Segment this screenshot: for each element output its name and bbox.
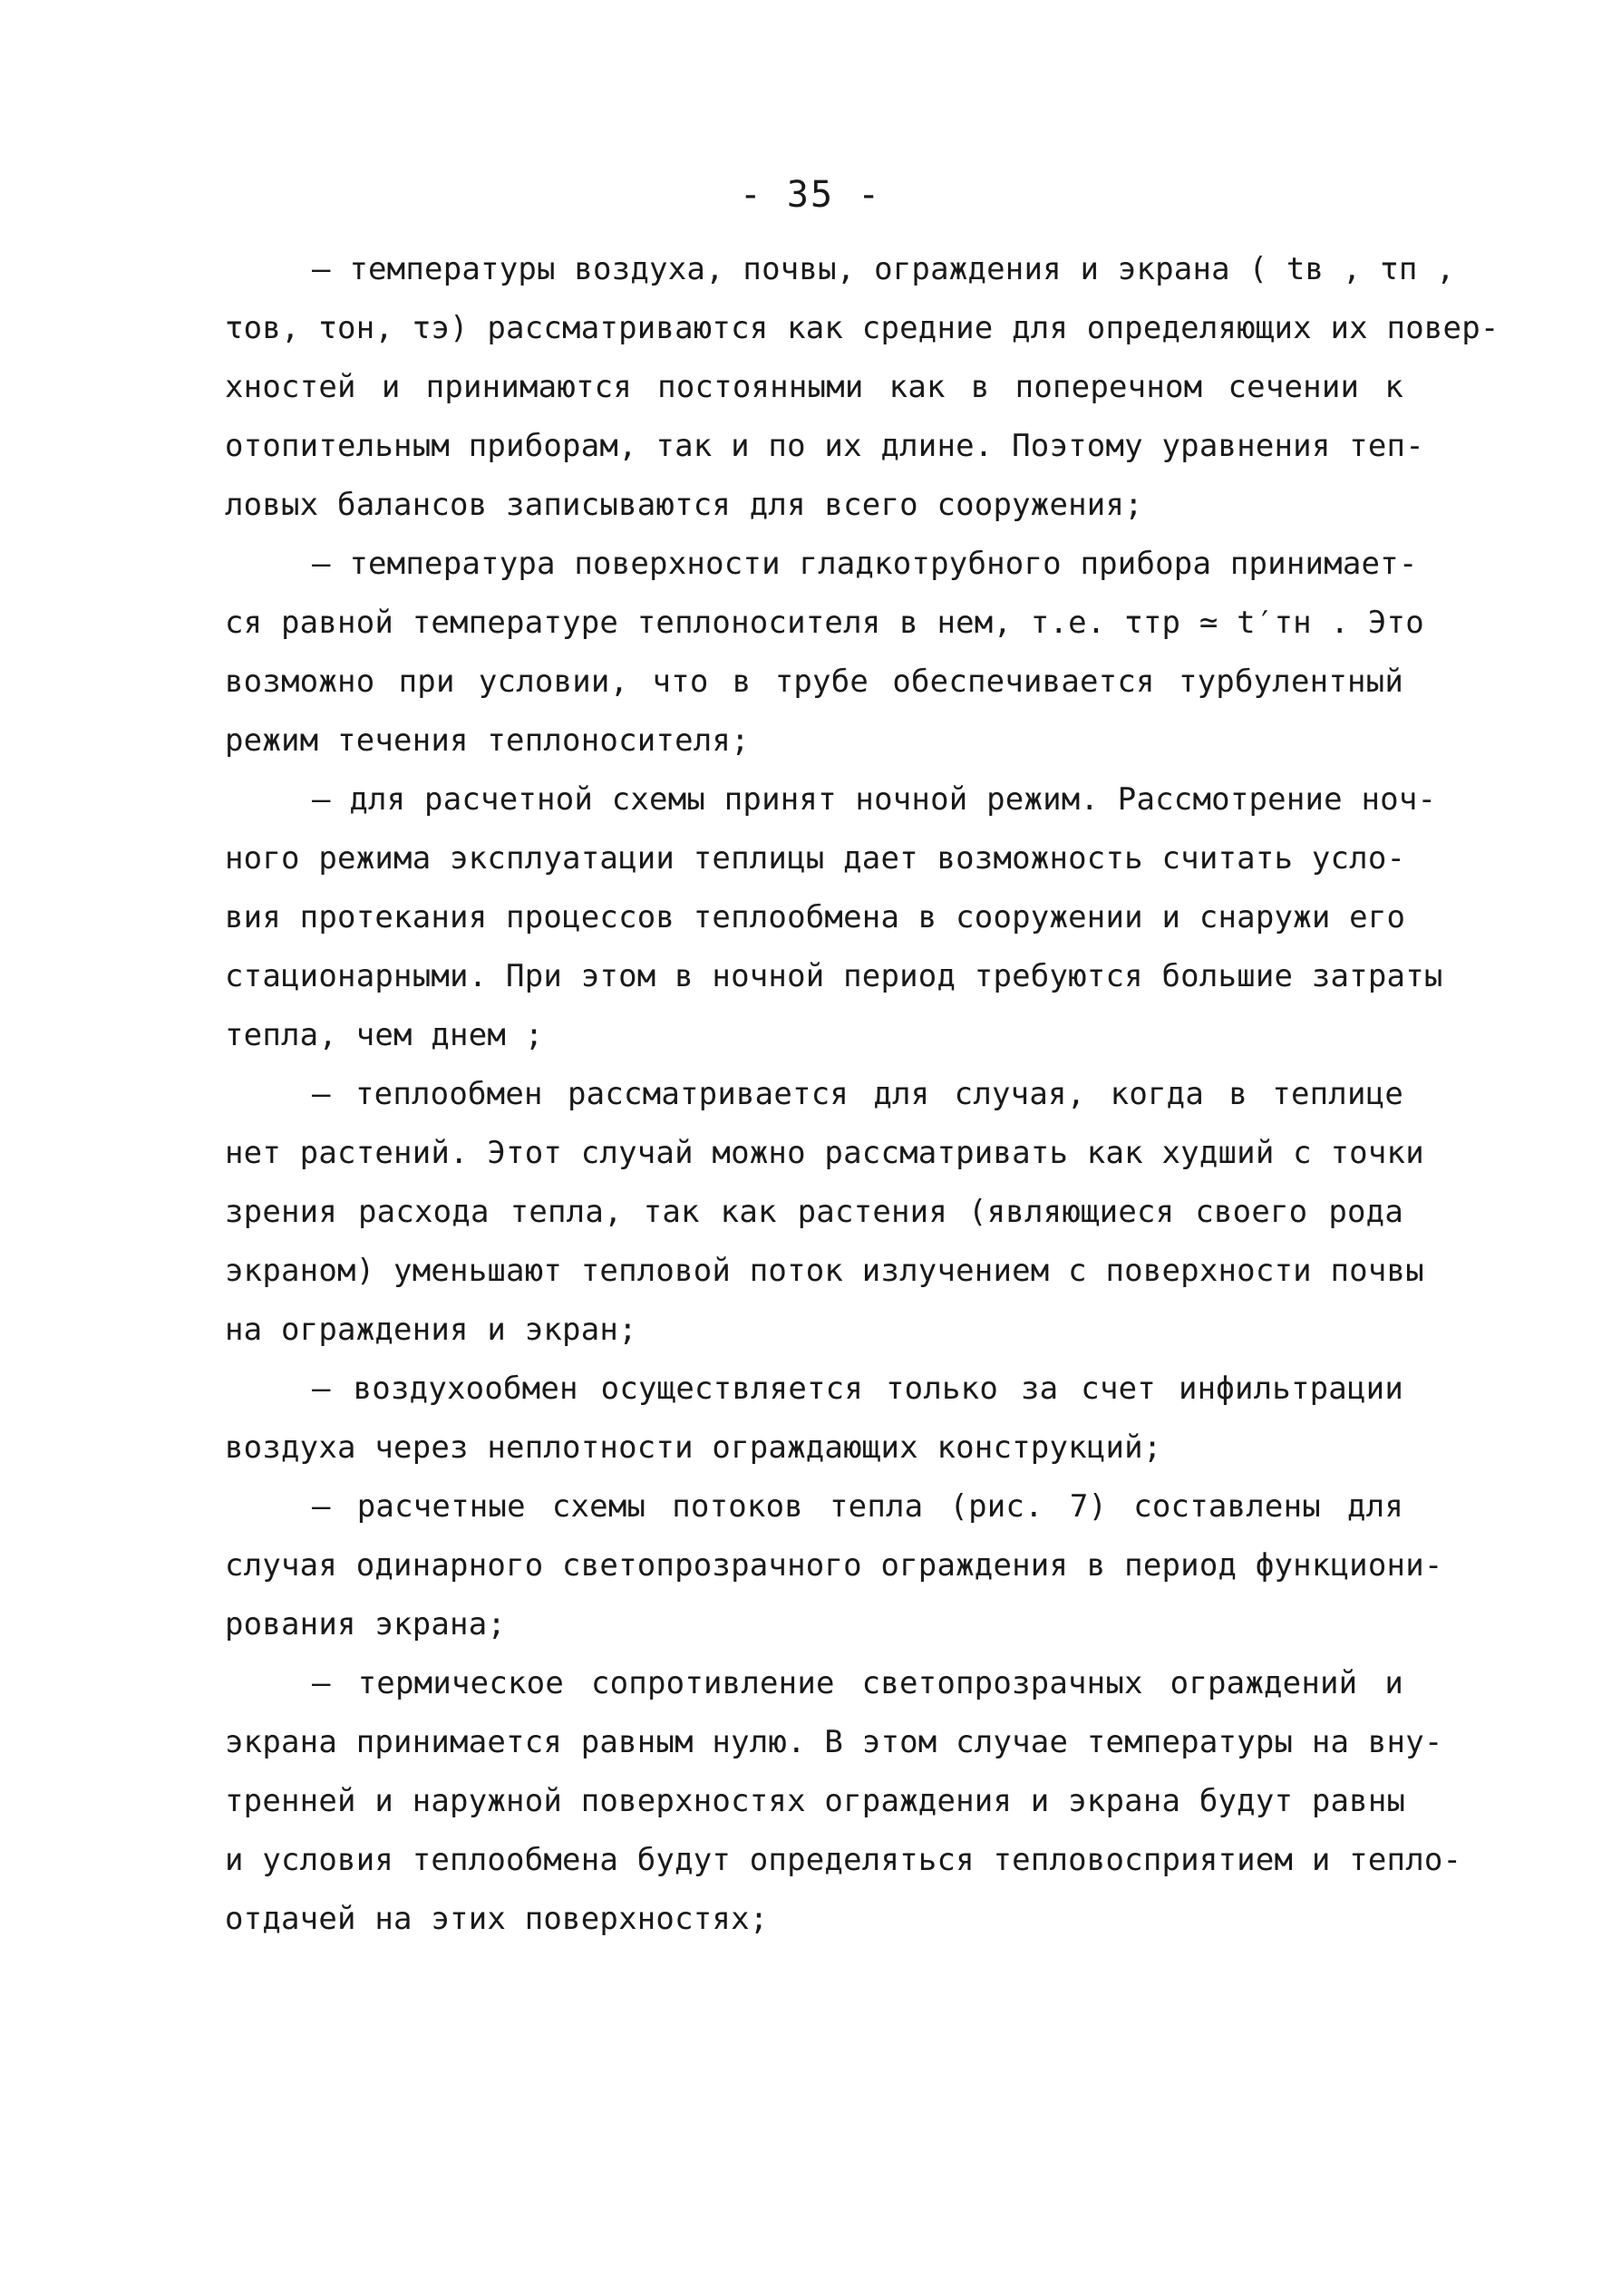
text-line: отдачей на этих поверхностях; [225,1901,769,1937]
text-line: на ограждения и экран; [225,1312,637,1348]
text-line: – термическое сопротивление светопрозрачных ограждений и [312,1665,1403,1701]
text-line: случая одинарного светопрозрачного ограждения в период функциони- [225,1547,1443,1584]
text-line: тренней и наружной поверхностях ограждения и экрана будут равны [225,1783,1406,1819]
text-line: возможно при условии, что в трубе обеспечивается турбулентный [225,664,1403,700]
text-line: зрения расхода тепла, так как растения (являющиеся своего рода [225,1194,1403,1230]
text-line: – температура поверхности гладкотрубного прибора принимает- [312,546,1418,582]
text-line: тепла, чем днем ; [225,1017,544,1053]
page-number: - 35 - [739,174,882,216]
text-line: – для расчетной схемы принят ночной режим. Рассмотрение ноч- [312,781,1437,818]
text-line: вия протекания процессов теплообмена в сооружении и снаружи его [225,899,1406,935]
text-line: ловых балансов записываются для всего сооружения; [225,487,1143,523]
text-line: рования экрана; [225,1606,507,1642]
text-line: нет растений. Этот случай можно рассматривать как худший с точки [225,1135,1424,1171]
text-line: ного режима эксплуатации теплицы дает возможность считать усло- [225,840,1406,877]
text-line: экрана принимается равным нулю. В этом случае температуры на вну- [225,1724,1443,1760]
text-line: ся равной температуре теплоносителя в нем, т.е. τтр ≃ t′тн . Это [225,605,1424,641]
text-line: – теплообмен рассматривается для случая, когда в теплице [312,1076,1403,1112]
text-line: отопительным приборам, так и по их длине. Поэтому уравнения теп- [225,428,1424,464]
text-line: экраном) уменьшают тепловой поток излучением с поверхности почвы [225,1253,1424,1289]
text-line: хностей и принимаются постоянными как в поперечном сечении к [225,369,1403,405]
text-line: и условия теплообмена будут определяться тепловосприятием и тепло- [225,1842,1462,1878]
text-line: воздуха через неплотности ограждающих конструкций; [225,1429,1162,1466]
text-line: стационарными. При этом в ночной период требуются большие затраты [225,958,1443,994]
body-text [225,240,1500,1949]
text-line: – воздухообмен осуществляется только за счет инфильтрации [312,1371,1403,1407]
text-line: – температуры воздуха, почвы, ограждения и экрана ( tв , τп , [312,251,1455,287]
text-line: – расчетные схемы потоков тепла (рис. 7) составлены для [312,1488,1403,1525]
text-line: τов, τон, τэ) рассматриваются как средние для определяющих их повер- [225,310,1500,346]
text-line: режим течения теплоносителя; [225,722,750,759]
